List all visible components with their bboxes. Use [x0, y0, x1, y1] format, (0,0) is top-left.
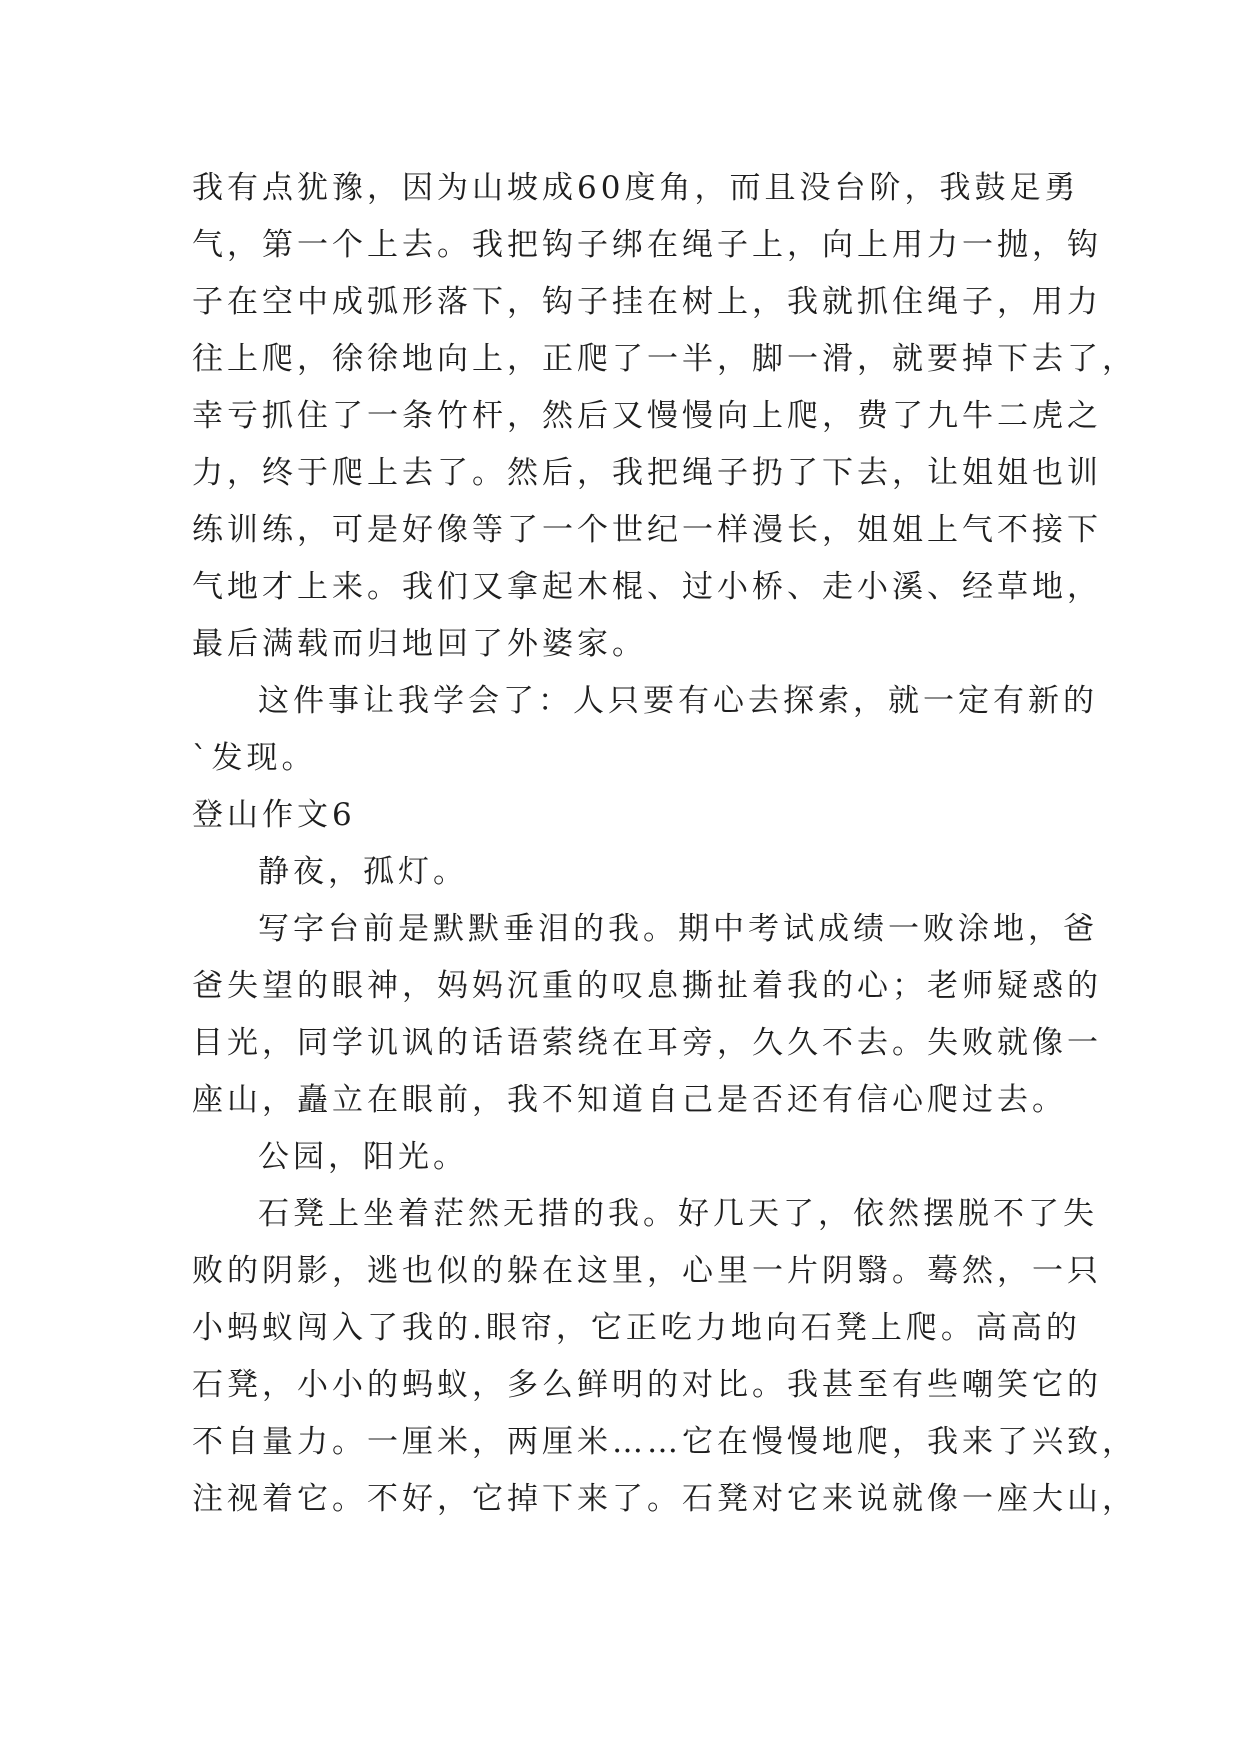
text-line: 写字台前是默默垂泪的我。期中考试成绩一败涂地，爸	[258, 911, 1098, 947]
text-line: 登山作文6	[192, 797, 356, 833]
text-line: 气，第一个上去。我把钩子绑在绳子上，向上用力一抛，钩	[192, 227, 1102, 263]
text-line: 往上爬，徐徐地向上，正爬了一半，脚一滑，就要掉下去了，	[192, 341, 1137, 377]
text-line: 力，终于爬上去了。然后，我把绳子扔了下去，让姐姐也训	[192, 455, 1102, 491]
text-line: 公园，阳光。	[258, 1139, 468, 1175]
text-line: 幸亏抓住了一条竹杆，然后又慢慢向上爬，费了九牛二虎之	[192, 398, 1102, 434]
text-line: 不自量力。一厘米，两厘米……它在慢慢地爬，我来了兴致，	[192, 1424, 1137, 1460]
text-line: 石凳，小小的蚂蚁，多么鲜明的对比。我甚至有些嘲笑它的	[192, 1367, 1102, 1403]
text-line: 小蚂蚁闯入了我的.眼帘，它正吃力地向石凳上爬。高高的	[192, 1310, 1081, 1346]
text-line: 子在空中成弧形落下，钩子挂在树上，我就抓住绳子，用力	[192, 284, 1102, 320]
text-line: 注视着它。不好，它掉下来了。石凳对它来说就像一座大山，	[192, 1481, 1137, 1517]
text-line: 石凳上坐着茫然无措的我。好几天了，依然摆脱不了失	[258, 1196, 1098, 1232]
text-line: 败的阴影，逃也似的躲在这里，心里一片阴翳。蓦然，一只	[192, 1253, 1102, 1289]
document-body	[192, 160, 1137, 1528]
text-line: 座山，矗立在眼前，我不知道自己是否还有信心爬过去。	[192, 1082, 1067, 1118]
text-line: 最后满载而归地回了外婆家。	[192, 626, 647, 662]
text-line: 静夜，孤灯。	[258, 854, 468, 890]
text-line: `发现。	[192, 740, 317, 776]
text-line: 练训练，可是好像等了一个世纪一样漫长，姐姐上气不接下	[192, 512, 1102, 548]
text-line: 这件事让我学会了：人只要有心去探索，就一定有新的	[258, 683, 1098, 719]
text-line: 气地才上来。我们又拿起木棍、过小桥、走小溪、经草地，	[192, 569, 1102, 605]
text-line: 爸失望的眼神，妈妈沉重的叹息撕扯着我的心；老师疑惑的	[192, 968, 1102, 1004]
text-line: 我有点犹豫，因为山坡成60度角，而且没台阶，我鼓足勇	[192, 170, 1080, 206]
text-line: 目光，同学讥讽的话语萦绕在耳旁，久久不去。失败就像一	[192, 1025, 1102, 1061]
